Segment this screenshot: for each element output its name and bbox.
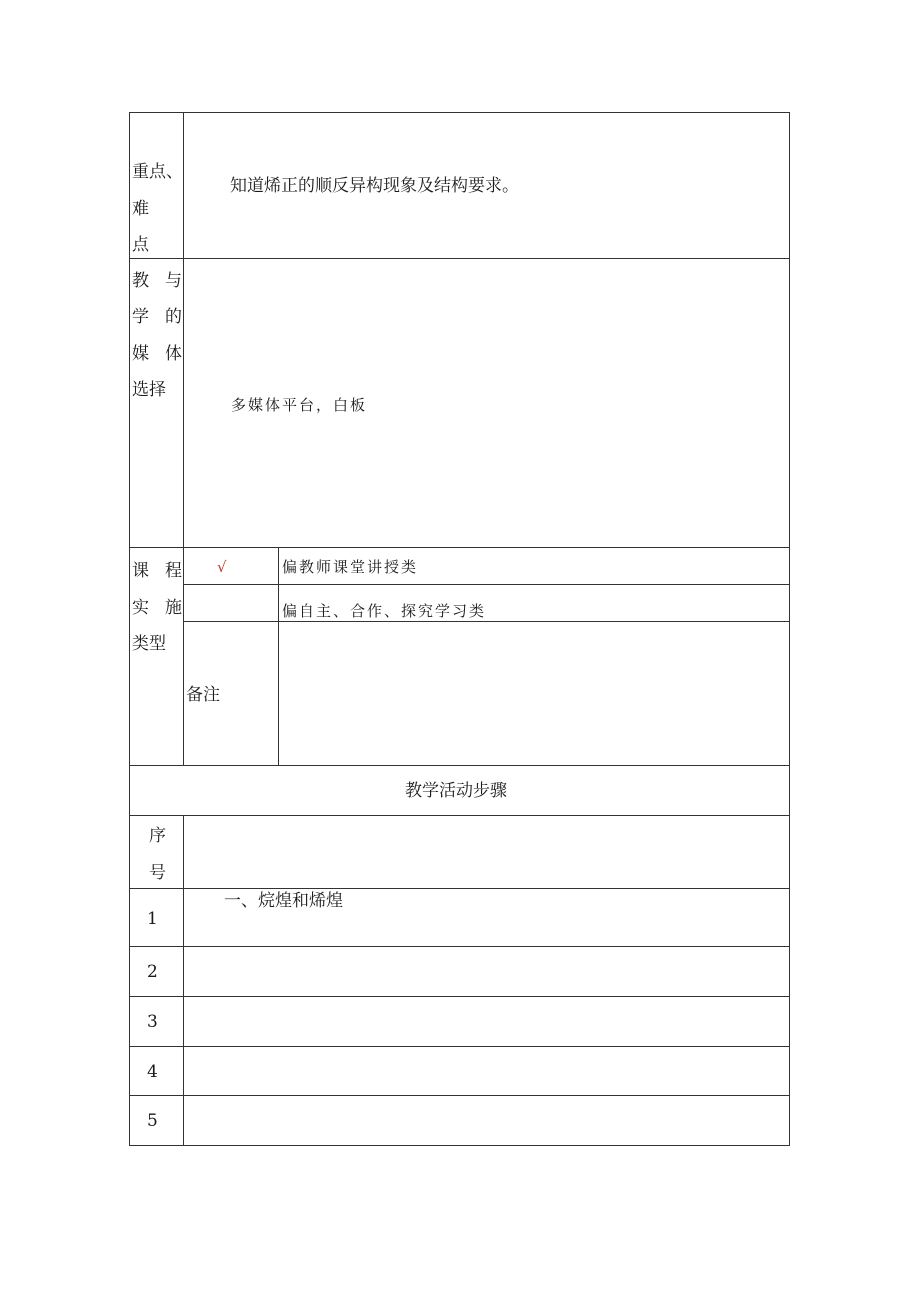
course-type-label-row: 课 程: [132, 561, 182, 581]
course-type-label-row: 实 施: [132, 598, 182, 618]
step-number: 3: [147, 1012, 158, 1032]
remark-label: 备注: [186, 685, 220, 705]
step-content: 一、烷煌和烯煌: [224, 891, 343, 911]
media-label-row: 媒 体: [132, 344, 182, 364]
media-label-row: 选择: [132, 380, 166, 400]
media-content: 多媒体平台，白板: [231, 396, 368, 414]
focus-label-line: 难: [132, 199, 149, 219]
checkmark-icon: √: [217, 558, 227, 576]
option-teacher-lecture: 偏教师课堂讲授类: [282, 558, 419, 576]
step-number: 5: [147, 1111, 158, 1131]
focus-label-line: 点: [132, 235, 149, 255]
step-number: 4: [147, 1062, 158, 1082]
step-number: 2: [147, 962, 158, 982]
media-label-row: 教 与: [132, 271, 182, 291]
focus-label-line: 重点、: [132, 162, 183, 182]
course-type-label-row: 类型: [132, 634, 166, 654]
focus-content: 知道烯正的顺反异构现象及结构要求。: [230, 176, 519, 196]
step-number: 1: [147, 909, 158, 929]
option-self-study: 偏自主、合作、探究学习类: [282, 602, 487, 620]
media-label-row: 学 的: [132, 307, 182, 327]
steps-title: 教学活动步骤: [405, 781, 507, 801]
